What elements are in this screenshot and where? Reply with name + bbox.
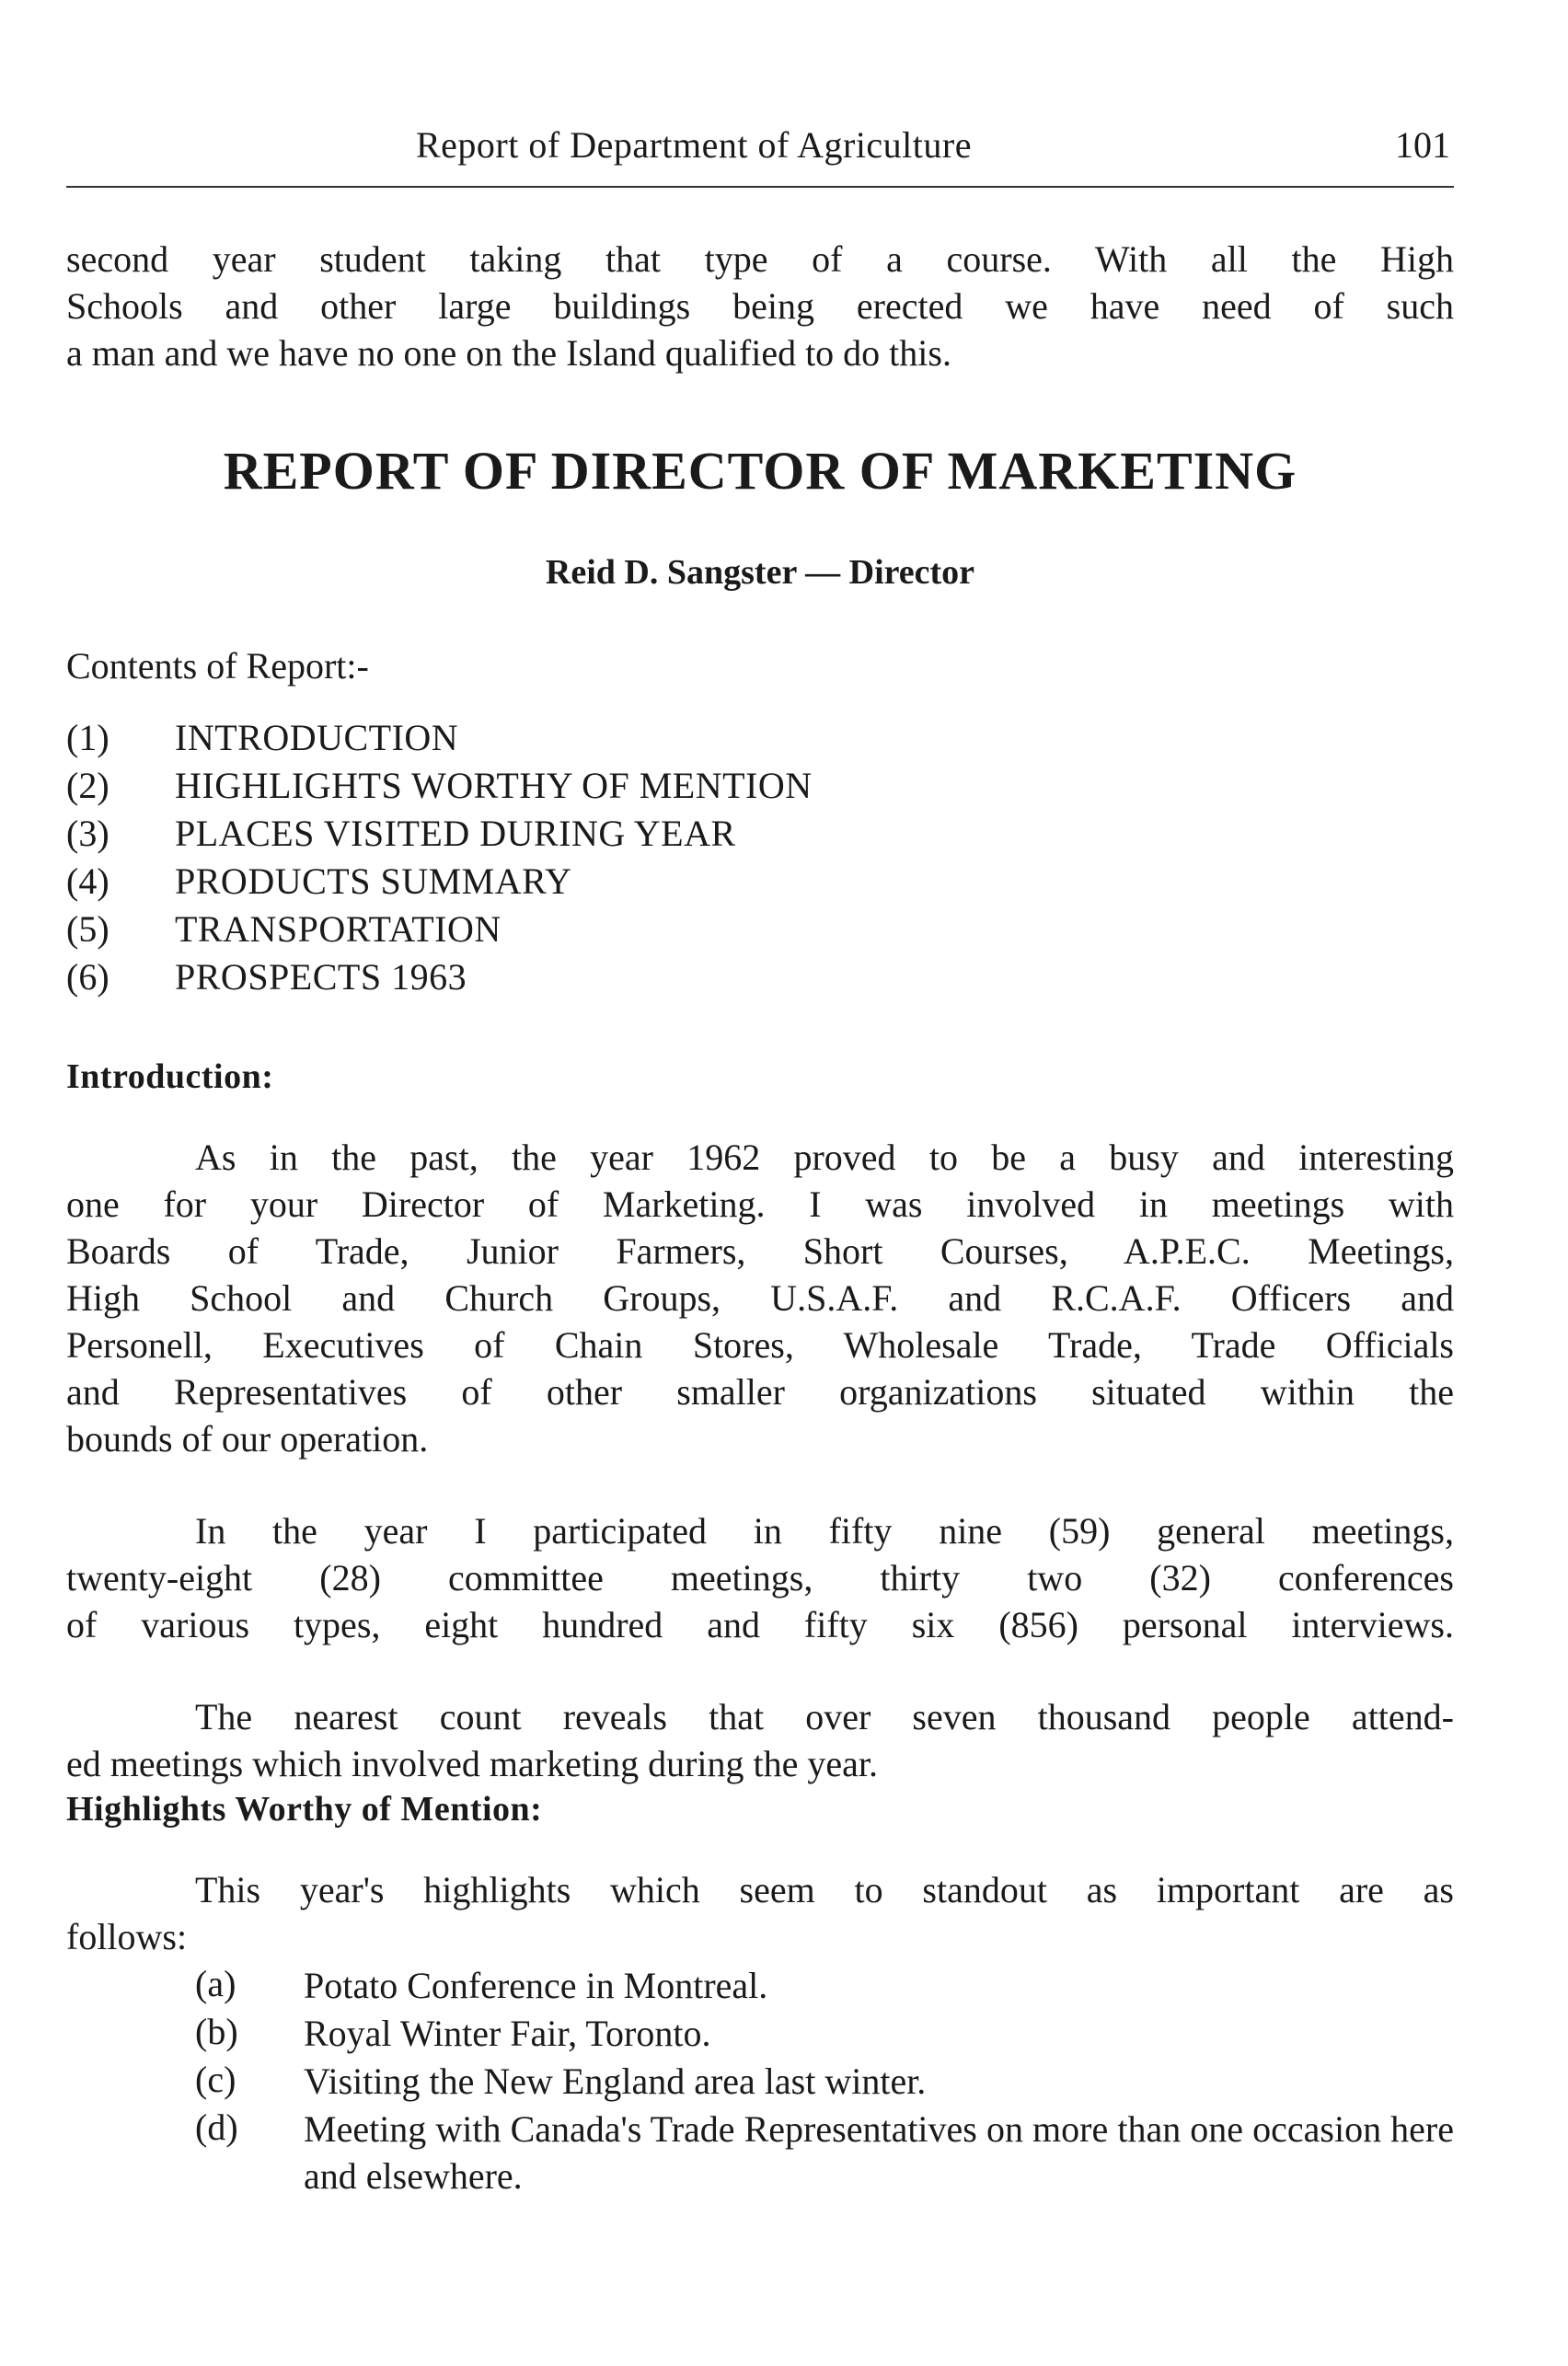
highlight-text: Meeting with Canada's Trade Representatives on more than one occasion here and elsewhere.: [304, 2108, 1454, 2197]
contents-item-number: (4): [66, 860, 110, 902]
contents-label: Contents of Report:-: [66, 645, 369, 687]
intro-p1-line: High School and Church Groups, U.S.A.F. and R.C.A.F. Officers and: [66, 1277, 1454, 1319]
intro-p1-line: and Representatives of other smaller organizations situated within the: [66, 1371, 1454, 1413]
report-author: Reid D. Sangster — Director: [545, 553, 975, 592]
highlights-heading: Highlights Worthy of Mention:: [66, 1790, 543, 1829]
highlight-text: Potato Conference in Montreal.: [304, 1965, 768, 2006]
contents-item-text: PLACES VISITED DURING YEAR: [175, 813, 736, 854]
highlight-mark: (c): [195, 2059, 236, 2100]
contents-item-number: (5): [66, 908, 110, 950]
contents-item-text: HIGHLIGHTS WORTHY OF MENTION: [175, 765, 813, 806]
contents-item-number: (2): [66, 765, 110, 806]
introduction-heading: Introduction:: [66, 1057, 274, 1096]
highlight-mark: (b): [195, 2011, 238, 2052]
intro-p2-line: twenty-eight (28) committee meetings, thirty two (32) conferences: [66, 1557, 1454, 1598]
continuation-line-1: second year student taking that type of a course. With all the High: [66, 238, 1454, 280]
report-title: REPORT OF DIRECTOR OF MARKETING: [223, 441, 1297, 501]
contents-item-text: INTRODUCTION: [175, 717, 459, 758]
highlights-intro-line: This year's highlights which seem to standout as important are as: [195, 1869, 1454, 1910]
continuation-line-3: a man and we have no one on the Island qualified to do this.: [66, 332, 951, 374]
intro-p1-line: As in the past, the year 1962 proved to be a busy and interesting: [195, 1137, 1454, 1178]
header-title: Report of Department of Agriculture: [416, 124, 972, 166]
highlight-text: Royal Winter Fair, Toronto.: [304, 2013, 711, 2054]
highlight-text: Visiting the New England area last winter.: [304, 2060, 927, 2102]
intro-p2-line: In the year I participated in fifty nine (59) general meetings,: [195, 1510, 1454, 1552]
highlights-intro-line: follows:: [66, 1916, 188, 1957]
contents-item-text: PRODUCTS SUMMARY: [175, 860, 572, 902]
highlight-mark: (a): [195, 1963, 236, 2004]
intro-p1-line: Boards of Trade, Junior Farmers, Short Courses, A.P.E.C. Meetings,: [66, 1230, 1454, 1272]
continuation-line-2: Schools and other large buildings being erected we have need of such: [66, 285, 1454, 327]
contents-item-number: (3): [66, 813, 110, 854]
intro-p2-line: of various types, eight hundred and fifty six (856) personal interviews.: [66, 1604, 1454, 1645]
intro-p1-line: Personell, Executives of Chain Stores, Wholesale Trade, Trade Officials: [66, 1324, 1454, 1366]
running-header: [66, 121, 1454, 188]
intro-p3-line: The nearest count reveals that over seven thousand people attend-: [195, 1696, 1454, 1737]
highlight-mark: (d): [195, 2106, 238, 2148]
intro-p1-line: bounds of our operation.: [66, 1418, 429, 1460]
page-number: 101: [1395, 124, 1450, 166]
contents-item-text: PROSPECTS 1963: [175, 956, 467, 998]
contents-item-number: (6): [66, 956, 110, 998]
intro-p3-line: ed meetings which involved marketing during the year.: [66, 1743, 878, 1784]
intro-p1-line: one for your Director of Marketing. I was involved in meetings with: [66, 1183, 1454, 1225]
contents-item-number: (1): [66, 717, 110, 758]
contents-item-text: TRANSPORTATION: [175, 908, 502, 950]
